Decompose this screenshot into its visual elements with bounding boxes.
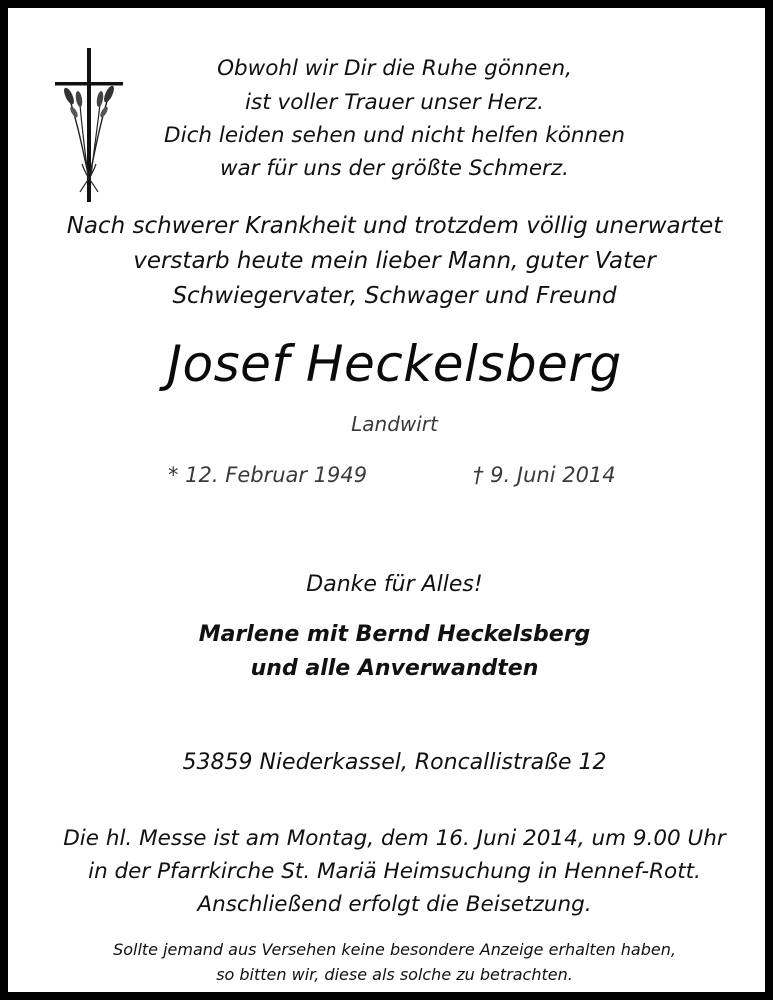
- deceased-profession: Landwirt: [351, 412, 438, 436]
- verse-line-2: ist voller Trauer unser Herz.: [245, 90, 544, 115]
- intro-line-2: verstarb heute mein lieber Mann, guter Vater: [133, 248, 656, 274]
- family-line-1: Marlene mit Bernd Heckelsberg: [198, 622, 591, 647]
- thanks-text: Danke für Alles!: [306, 572, 483, 597]
- service-line-2: in der Pfarrkirche St. Mariä Heimsuchung in Hennef-Rott.: [88, 859, 701, 884]
- family-line-2: und alle Anverwandten: [250, 656, 539, 681]
- intro-line-1: Nach schwerer Krankheit und trotzdem völlig unerwartet: [66, 213, 723, 239]
- verse-line-1: Obwohl wir Dir die Ruhe gönnen,: [217, 56, 572, 81]
- birth-date: * 12. Februar 1949: [168, 463, 368, 487]
- service-line-1: Die hl. Messe ist am Montag, dem 16. Juni 2014, um 9.00 Uhr: [63, 826, 726, 851]
- address: 53859 Niederkassel, Roncallistraße 12: [182, 750, 607, 775]
- note-line-1: Sollte jemand aus Versehen keine besondere Anzeige erhalten haben,: [113, 940, 676, 959]
- intro-line-3: Schwiegervater, Schwager und Freund: [172, 283, 617, 309]
- verse-line-3: Dich leiden sehen und nicht helfen können: [164, 123, 625, 148]
- service-line-3: Anschließend erfolgt die Beisetzung.: [197, 892, 592, 917]
- death-date: † 9. Juni 2014: [473, 463, 616, 487]
- note-line-2: so bitten wir, diese als solche zu betrachten.: [216, 965, 573, 984]
- verse-line-4: war für uns der größte Schmerz.: [219, 156, 570, 181]
- deceased-name: Josef Heckelsberg: [167, 335, 622, 393]
